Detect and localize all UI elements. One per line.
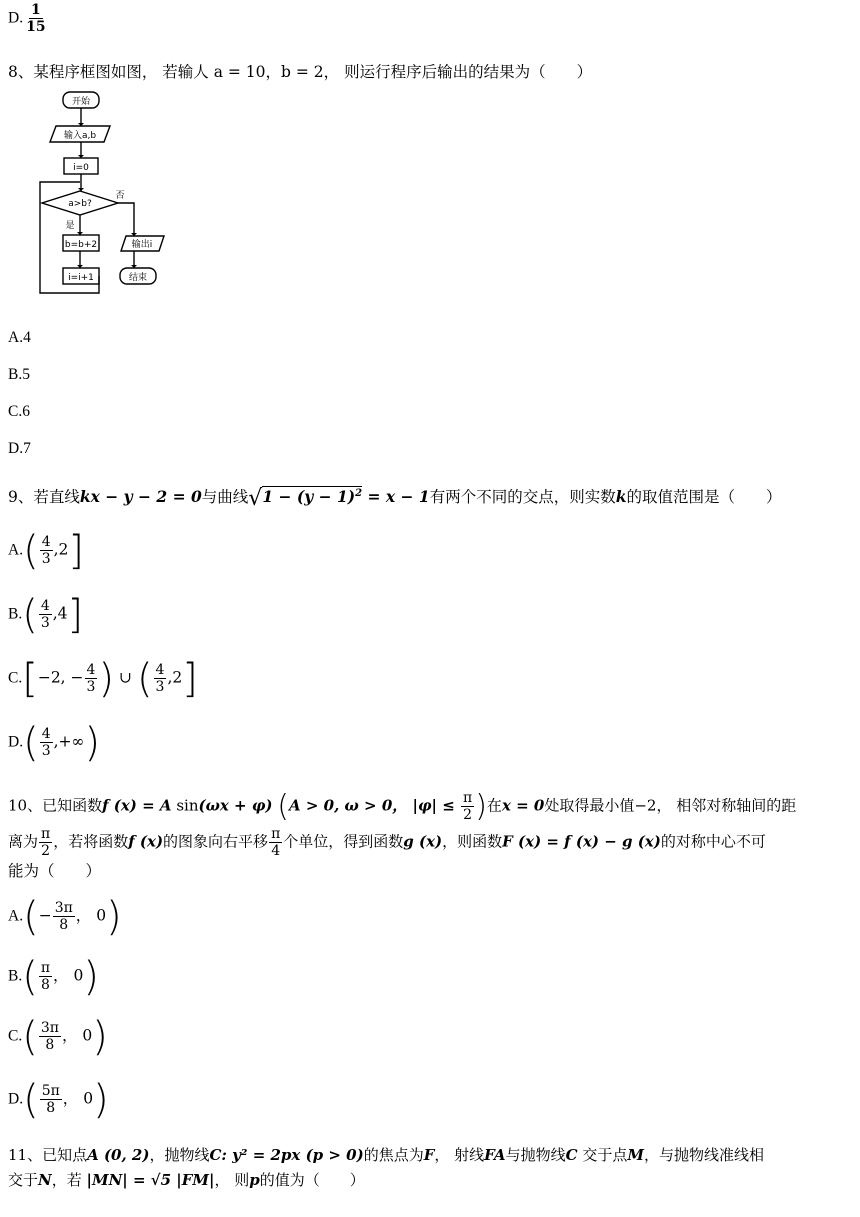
flow-yes-label: 是 [65, 221, 75, 231]
q9-stem: 9、若直线kx − y − 2 = 0与曲线$√1 - (y - 1)^2 = x - 1$有两个不同的交点，则实数k的取值范围是（ ） [8, 486, 782, 512]
q8-stem: 8、某程序框图如图， 若输人 a = 10，b = 2， 则运行程序后输出的结果为（ ） [8, 63, 593, 81]
flow-end-label: 结束 [128, 273, 148, 283]
q9-option-c: C.[−2, − $\frac{4}{3}$ ) ∪ ( $\frac{4}{3}$ ,2] [8, 655, 198, 702]
q7-option-d: D. $\frac{1}{15}$ [8, 2, 46, 35]
q8-flowchart [36, 88, 176, 300]
q10-option-d: D.( $\frac{5\pi}{8}$ ， 0) [8, 1076, 109, 1123]
q10-option-a: A.(− $\frac{3\pi}{8}$ ， 0) [8, 893, 122, 940]
flow-step2-label: i=i+1 [68, 273, 94, 283]
q10-option-b: B.( $\frac{\pi}{8}$ ， 0) [8, 953, 99, 1000]
flow-step1-label: b=b+2 [64, 240, 98, 250]
q9-option-a: A.( $\frac{4}{3}$ ,2] [8, 527, 85, 574]
flow-init-label: i=0 [73, 163, 89, 173]
q8-option-b: B.5 [8, 366, 30, 383]
q8-option-a: A.4 [8, 329, 31, 346]
q10-line1: 10、已知函数f (x) = A sin(ωx + φ) (A > 0, ω > 0， |φ| ≤ $\frac{\pi}{2}$ )在x = 0处取得最小值−2， 相邻对称轴间的距 [8, 788, 797, 824]
q10-line2: 离为 $\frac{\pi}{2}$ ，若将函数f (x)的图象向右平移 $\frac{\pi}{4}$ 个单位，得到函数g (x)，则函数F (x) = f (x) − g (x)的对称中心不可 [8, 826, 766, 859]
q9-option-d: D.( $\frac{4}{3}$ ,+∞) [8, 719, 101, 766]
q9-option-b: B.( $\frac{4}{3}$ ,4] [8, 591, 84, 638]
q11-line1: 11、已知点A (0, 2)，抛物线C: y² = 2px (p > 0)的焦点为F， 射线FA与抛物线C 交于点M，与抛物线准线相 [8, 1146, 764, 1164]
flow-cond-label: a>b? [68, 199, 92, 209]
flow-start-label: 开始 [71, 97, 91, 107]
flow-no-label: 否 [115, 191, 125, 201]
flow-output-label: 输出i [131, 240, 153, 250]
q8-option-d: D.7 [8, 440, 31, 457]
flow-input-label: 输入a,b [63, 131, 97, 141]
fraction: $\frac{1}{15}$ [26, 2, 46, 35]
q10-line3: 能为（ ） [8, 862, 102, 880]
q8-option-c: C.6 [8, 403, 30, 420]
q10-option-c: C.( $\frac{3\pi}{8}$ ， 0) [8, 1013, 108, 1060]
q11-line2: 交于N，若 |MN| = √5 |FM|， 则p的值为（ ） [8, 1171, 365, 1189]
